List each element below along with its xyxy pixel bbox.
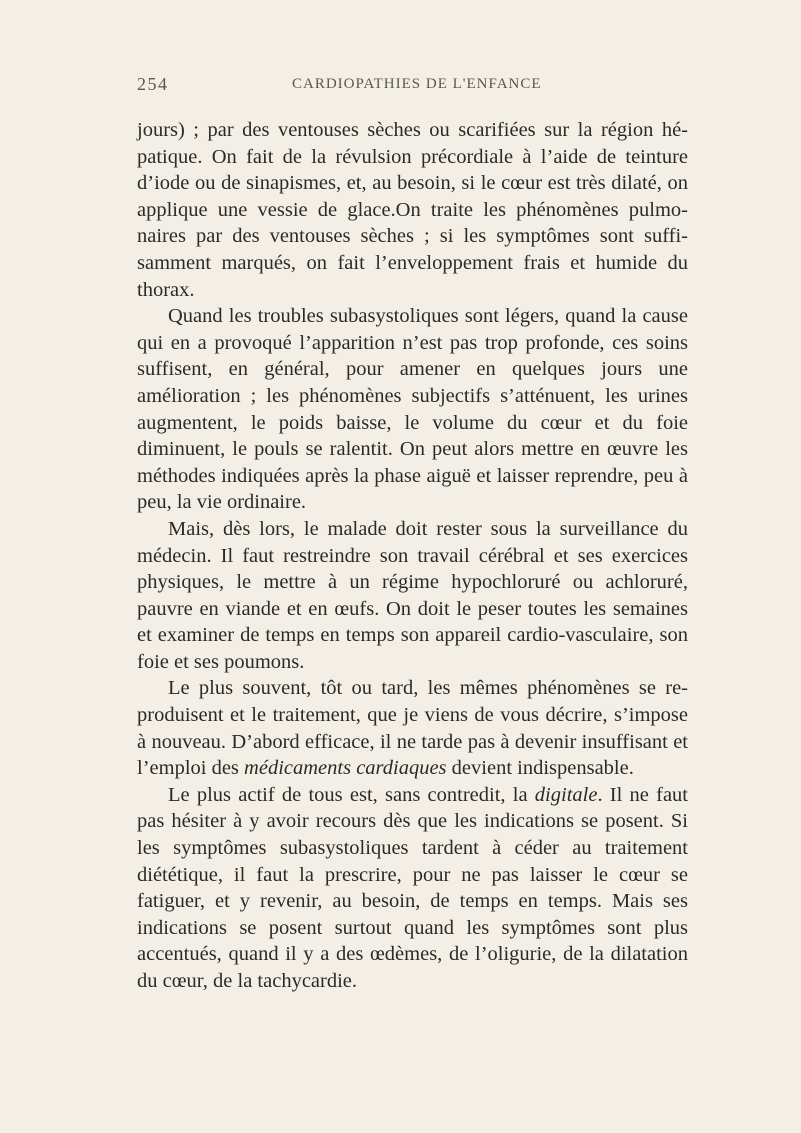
- page-header: [137, 74, 697, 104]
- text-run: devient indispensable.: [446, 757, 634, 780]
- paragraph: [137, 782, 688, 995]
- italic-term: digitale: [534, 783, 598, 806]
- text-run: Le plus souvent, tôt ou tard, les mêmes phénomènes se reproduisent et le traitement, que je viens de vous décrire, s’impose à nouveau. D’abord efficace, il ne tarde pas à devenir insuffisant et l’emploi des: [137, 677, 688, 780]
- paragraph: [137, 303, 688, 516]
- text-run: Quand les troubles subasystoliques sont légers, quand la cause qui en a provoqué l’apparition n’est pas trop profonde, ces soins suffisent, en général, pour amener en quelques jours une amélioration ; les phénomènes subjectifs s’atténuent, les urines augmentent, le poids baisse, le volume du cœur et du foie diminuent, le pouls se ralentit. On peut alors mettre en œuvre les méthodes indiquées après la phase aiguë et laisser reprendre, peu à peu, la vie ordinaire.: [137, 305, 688, 514]
- running-title: CARDIOPATHIES DE L'ENFANCE: [292, 76, 542, 92]
- text-run: jours) ; par des ventouses sèches ou scarifiées sur la région hépatique. On fait de la révulsion précordiale à l’aide de teinture d’iode ou de sinapismes, et, au besoin, si le cœur est très dilaté, on applique une vessie de glace.On traite les phénomènes pulmonaires par des ventouses sèches ; si les symptômes sont suffisamment marqués, on fait l’enveloppement frais et humide du thorax.: [137, 119, 688, 301]
- italic-term: médicaments cardiaques: [244, 757, 447, 780]
- paragraph: [137, 516, 688, 676]
- body-text: [137, 117, 688, 995]
- text-run: Mais, dès lors, le malade doit rester sous la surveillance du médecin. Il faut restreindre son travail cérébral et ses exercices physiques, le mettre à un régime hypochloruré ou achloruré, pauvre en viande et en œufs. On doit le peser toutes les semaines et examiner de temps en temps son appareil cardio-vasculaire, son foie et ses poumons.: [137, 517, 688, 673]
- paragraph: [137, 117, 688, 303]
- text-run: Le plus actif de tous est, sans contredit, la: [168, 783, 535, 806]
- page-number: 254: [137, 74, 169, 94]
- text-run: . Il ne faut pas hésiter à y avoir recours dès que les indications se posent. Si les symptômes subasystoliques tardent à céder au traitement diététique, il faut la prescrire, pour ne pas laisser le cœur se fatiguer, et y revenir, au besoin, de temps en temps. Mais ses indications se posent surtout quand les symptômes sont plus accentués, quand il y a des œdèmes, de l’oligurie, de la dilatation du cœur, de la tachycardie.: [137, 783, 688, 992]
- paragraph: [137, 675, 688, 781]
